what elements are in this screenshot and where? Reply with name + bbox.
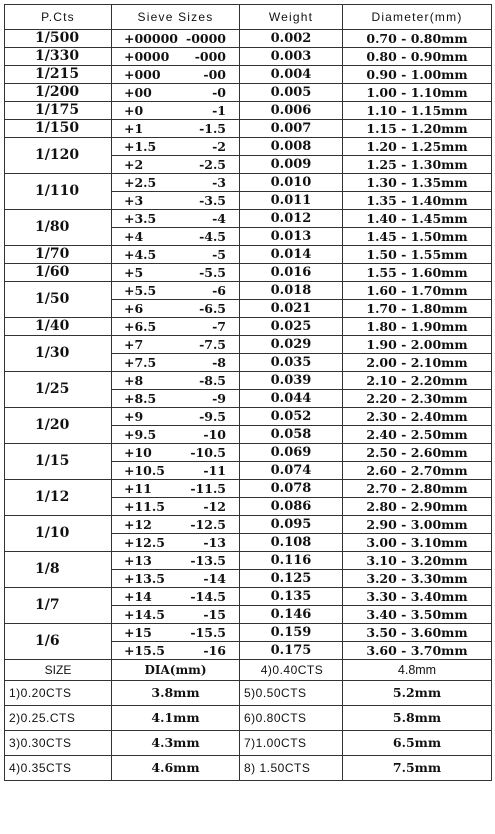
sieve-plus: +8	[124, 373, 144, 388]
diameter-cell: 3.40 - 3.50mm	[343, 606, 492, 624]
sieve-plus: +2.5	[124, 175, 157, 190]
sieve-plus: +3	[124, 193, 144, 208]
weight-cell: 0.021	[240, 300, 343, 318]
sieve-plus: +6.5	[124, 319, 157, 334]
table-row	[5, 264, 492, 282]
dia-left-cell: 3.8mm	[112, 681, 240, 706]
weight-cell: 0.007	[240, 120, 343, 138]
diameter-cell: 0.90 - 1.00mm	[343, 66, 492, 84]
weight-cell: 0.029	[240, 336, 343, 354]
sieve-cell	[112, 138, 240, 156]
weight-cell: 0.012	[240, 210, 343, 228]
pct-cell: 1/500	[5, 30, 112, 48]
dia-right-cell: 4.8mm	[343, 660, 492, 681]
size-right-cell: 7)1.00CTS	[240, 731, 343, 756]
sieve-minus: -13.5	[190, 553, 226, 568]
header-row	[5, 5, 492, 30]
sieve-plus: +3.5	[124, 211, 157, 226]
sieve-plus: +12.5	[124, 535, 165, 550]
sieve-cell	[112, 102, 240, 120]
pct-cell: 1/50	[5, 282, 112, 318]
size-right-cell: 8) 1.50CTS	[240, 756, 343, 781]
weight-cell: 0.044	[240, 390, 343, 408]
sieve-minus: -1.5	[199, 121, 226, 136]
table-row	[5, 246, 492, 264]
weight-cell: 0.074	[240, 462, 343, 480]
weight-cell: 0.108	[240, 534, 343, 552]
sieve-cell	[112, 408, 240, 426]
size-left-cell: 3)0.30CTS	[5, 731, 112, 756]
pct-cell: 1/6	[5, 624, 112, 660]
table-row	[5, 210, 492, 228]
weight-cell: 0.159	[240, 624, 343, 642]
diameter-cell: 2.60 - 2.70mm	[343, 462, 492, 480]
sieve-minus: -0	[212, 85, 226, 100]
size-header: SIZE	[5, 660, 112, 681]
pct-cell: 1/7	[5, 588, 112, 624]
sieve-minus: -14	[203, 571, 226, 586]
sieve-minus: -11.5	[190, 481, 226, 496]
diameter-cell: 1.70 - 1.80mm	[343, 300, 492, 318]
sieve-minus: -9	[212, 391, 226, 406]
sieve-cell	[112, 390, 240, 408]
sieve-minus: -15.5	[190, 625, 226, 640]
sieve-plus: +10	[124, 445, 152, 460]
weight-cell: 0.125	[240, 570, 343, 588]
sieve-minus: -5	[212, 247, 226, 262]
sieve-plus: +7.5	[124, 355, 157, 370]
diameter-cell: 2.40 - 2.50mm	[343, 426, 492, 444]
sieve-cell	[112, 444, 240, 462]
sieve-cell	[112, 30, 240, 48]
weight-cell: 0.078	[240, 480, 343, 498]
sieve-plus: +4.5	[124, 247, 157, 262]
table-row	[5, 336, 492, 354]
pct-cell: 1/120	[5, 138, 112, 174]
sieve-minus: -4.5	[199, 229, 226, 244]
table-row	[5, 624, 492, 642]
sieve-minus: -10	[203, 427, 226, 442]
diameter-cell: 3.50 - 3.60mm	[343, 624, 492, 642]
table-row	[5, 444, 492, 462]
weight-cell: 0.175	[240, 642, 343, 660]
dia-left-cell: 4.1mm	[112, 706, 240, 731]
sieve-cell	[112, 498, 240, 516]
diameter-cell: 1.30 - 1.35mm	[343, 174, 492, 192]
sieve-minus: -1	[212, 103, 226, 118]
diameter-cell: 2.50 - 2.60mm	[343, 444, 492, 462]
sieve-minus: -2.5	[199, 157, 226, 172]
pct-cell: 1/110	[5, 174, 112, 210]
sieve-cell	[112, 354, 240, 372]
weight-cell: 0.006	[240, 102, 343, 120]
table-row	[5, 120, 492, 138]
sieve-minus: -16	[203, 643, 226, 658]
table-body	[5, 5, 492, 781]
diameter-cell: 1.25 - 1.30mm	[343, 156, 492, 174]
weight-cell: 0.004	[240, 66, 343, 84]
sieve-minus: -10.5	[190, 445, 226, 460]
sieve-plus: +2	[124, 157, 144, 172]
diameter-cell: 2.20 - 2.30mm	[343, 390, 492, 408]
weight-cell: 0.008	[240, 138, 343, 156]
sieve-plus: +9.5	[124, 427, 157, 442]
diameter-cell: 2.30 - 2.40mm	[343, 408, 492, 426]
sieve-minus: -9.5	[199, 409, 226, 424]
sieve-cell	[112, 48, 240, 66]
pct-cell: 1/15	[5, 444, 112, 480]
sieve-plus: +11	[124, 481, 152, 496]
sieve-minus: -6	[212, 283, 226, 298]
dia-right-cell: 6.5mm	[343, 731, 492, 756]
sieve-cell	[112, 156, 240, 174]
sieve-plus: +5.5	[124, 283, 157, 298]
diameter-cell: 1.80 - 1.90mm	[343, 318, 492, 336]
table-row	[5, 588, 492, 606]
weight-cell: 0.135	[240, 588, 343, 606]
pct-cell: 1/200	[5, 84, 112, 102]
dia-left-cell: 4.3mm	[112, 731, 240, 756]
sieve-minus: -11	[203, 463, 226, 478]
pct-cell: 1/8	[5, 552, 112, 588]
sieve-plus: +14.5	[124, 607, 165, 622]
sieve-cell	[112, 300, 240, 318]
sieve-plus: +15	[124, 625, 152, 640]
diameter-cell: 1.55 - 1.60mm	[343, 264, 492, 282]
weight-cell: 0.039	[240, 372, 343, 390]
table-row	[5, 48, 492, 66]
sieve-minus: -7.5	[199, 337, 226, 352]
weight-cell: 0.069	[240, 444, 343, 462]
weight-cell: 0.086	[240, 498, 343, 516]
size-header-row	[5, 660, 492, 681]
pct-cell: 1/25	[5, 372, 112, 408]
table-row	[5, 30, 492, 48]
sieve-cell	[112, 228, 240, 246]
diameter-cell: 2.80 - 2.90mm	[343, 498, 492, 516]
weight-cell: 0.002	[240, 30, 343, 48]
sieve-cell	[112, 624, 240, 642]
table-row	[5, 480, 492, 498]
sieve-cell	[112, 318, 240, 336]
pct-cell: 1/60	[5, 264, 112, 282]
sieve-plus: +5	[124, 265, 144, 280]
pct-cell: 1/330	[5, 48, 112, 66]
weight-cell: 0.035	[240, 354, 343, 372]
size-row	[5, 681, 492, 706]
pct-cell: 1/30	[5, 336, 112, 372]
table-row	[5, 138, 492, 156]
size-right-cell: 4)0.40CTS	[240, 660, 343, 681]
diameter-cell: 3.60 - 3.70mm	[343, 642, 492, 660]
weight-cell: 0.058	[240, 426, 343, 444]
pct-cell: 1/70	[5, 246, 112, 264]
sieve-cell	[112, 264, 240, 282]
table-row	[5, 372, 492, 390]
size-row	[5, 731, 492, 756]
sieve-cell	[112, 462, 240, 480]
sieve-plus: +0000	[124, 49, 170, 64]
sieve-plus: +000	[124, 67, 161, 82]
sieve-cell	[112, 480, 240, 498]
sieve-cell	[112, 516, 240, 534]
sieve-minus: -12	[203, 499, 226, 514]
dia-header: DIA(mm)	[112, 660, 240, 681]
weight-cell: 0.016	[240, 264, 343, 282]
sieve-cell	[112, 570, 240, 588]
sieve-plus: +00	[124, 85, 152, 100]
table-row	[5, 408, 492, 426]
sieve-plus: +7	[124, 337, 144, 352]
sieve-cell	[112, 192, 240, 210]
weight-cell: 0.009	[240, 156, 343, 174]
sieve-plus: +0	[124, 103, 144, 118]
pct-cell: 1/12	[5, 480, 112, 516]
sieve-size-table	[4, 4, 492, 781]
sieve-cell	[112, 84, 240, 102]
diameter-cell: 1.50 - 1.55mm	[343, 246, 492, 264]
pct-cell: 1/150	[5, 120, 112, 138]
sieve-plus: +9	[124, 409, 144, 424]
pct-cell: 1/175	[5, 102, 112, 120]
header-pcts: P.Cts	[5, 5, 112, 30]
sieve-cell	[112, 372, 240, 390]
diameter-cell: 2.90 - 3.00mm	[343, 516, 492, 534]
table-row	[5, 552, 492, 570]
diameter-cell: 1.00 - 1.10mm	[343, 84, 492, 102]
sieve-minus: -6.5	[199, 301, 226, 316]
sieve-cell	[112, 120, 240, 138]
diameter-cell: 1.40 - 1.45mm	[343, 210, 492, 228]
sieve-plus: +13	[124, 553, 152, 568]
dia-left-cell: 4.6mm	[112, 756, 240, 781]
dia-right-cell: 5.2mm	[343, 681, 492, 706]
diameter-cell: 1.90 - 2.00mm	[343, 336, 492, 354]
sieve-plus: +00000	[124, 31, 178, 46]
size-left-cell: 1)0.20CTS	[5, 681, 112, 706]
pct-cell: 1/20	[5, 408, 112, 444]
weight-cell: 0.014	[240, 246, 343, 264]
sieve-cell	[112, 642, 240, 660]
table-row	[5, 282, 492, 300]
header-weight: Weight	[240, 5, 343, 30]
diameter-cell: 1.45 - 1.50mm	[343, 228, 492, 246]
sieve-minus: -3.5	[199, 193, 226, 208]
weight-cell: 0.011	[240, 192, 343, 210]
sieve-plus: +14	[124, 589, 152, 604]
table-row	[5, 102, 492, 120]
diameter-cell: 3.20 - 3.30mm	[343, 570, 492, 588]
sieve-cell	[112, 534, 240, 552]
sieve-cell	[112, 282, 240, 300]
diameter-cell: 1.15 - 1.20mm	[343, 120, 492, 138]
weight-cell: 0.010	[240, 174, 343, 192]
sieve-cell	[112, 174, 240, 192]
sieve-minus: -8.5	[199, 373, 226, 388]
dia-right-cell: 5.8mm	[343, 706, 492, 731]
sieve-plus: +6	[124, 301, 144, 316]
sieve-plus: +10.5	[124, 463, 165, 478]
sieve-cell	[112, 66, 240, 84]
weight-cell: 0.025	[240, 318, 343, 336]
table-row	[5, 516, 492, 534]
weight-cell: 0.146	[240, 606, 343, 624]
sieve-minus: -14.5	[190, 589, 226, 604]
sieve-minus: -00	[203, 67, 226, 82]
sieve-cell	[112, 210, 240, 228]
diameter-cell: 3.30 - 3.40mm	[343, 588, 492, 606]
diameter-cell: 1.60 - 1.70mm	[343, 282, 492, 300]
table-row	[5, 174, 492, 192]
sieve-minus: -15	[203, 607, 226, 622]
sieve-minus: -000	[194, 49, 226, 64]
sieve-plus: +1.5	[124, 139, 157, 154]
sieve-cell	[112, 336, 240, 354]
size-row	[5, 706, 492, 731]
sieve-cell	[112, 246, 240, 264]
sieve-minus: -13	[203, 535, 226, 550]
sieve-minus: -12.5	[190, 517, 226, 532]
pct-cell: 1/40	[5, 318, 112, 336]
sieve-plus: +1	[124, 121, 144, 136]
weight-cell: 0.005	[240, 84, 343, 102]
weight-cell: 0.116	[240, 552, 343, 570]
sieve-cell	[112, 588, 240, 606]
sieve-plus: +4	[124, 229, 144, 244]
table-row	[5, 66, 492, 84]
sieve-plus: +13.5	[124, 571, 165, 586]
sieve-minus: -4	[212, 211, 226, 226]
diameter-cell: 1.20 - 1.25mm	[343, 138, 492, 156]
header-diameter: Diameter(mm)	[343, 5, 492, 30]
size-right-cell: 6)0.80CTS	[240, 706, 343, 731]
sieve-cell	[112, 426, 240, 444]
sieve-cell	[112, 552, 240, 570]
sieve-plus: +8.5	[124, 391, 157, 406]
sieve-plus: +15.5	[124, 643, 165, 658]
weight-cell: 0.052	[240, 408, 343, 426]
sieve-cell	[112, 606, 240, 624]
sieve-minus: -2	[212, 139, 226, 154]
diameter-cell: 2.10 - 2.20mm	[343, 372, 492, 390]
sieve-plus: +12	[124, 517, 152, 532]
diameter-cell: 2.70 - 2.80mm	[343, 480, 492, 498]
diameter-cell: 1.10 - 1.15mm	[343, 102, 492, 120]
size-right-cell: 5)0.50CTS	[240, 681, 343, 706]
size-row	[5, 756, 492, 781]
dia-right-cell: 7.5mm	[343, 756, 492, 781]
diameter-cell: 2.00 - 2.10mm	[343, 354, 492, 372]
diameter-cell: 0.80 - 0.90mm	[343, 48, 492, 66]
table-row	[5, 318, 492, 336]
weight-cell: 0.003	[240, 48, 343, 66]
pct-cell: 1/10	[5, 516, 112, 552]
weight-cell: 0.095	[240, 516, 343, 534]
sieve-minus: -0000	[186, 31, 226, 46]
diameter-cell: 0.70 - 0.80mm	[343, 30, 492, 48]
weight-cell: 0.018	[240, 282, 343, 300]
sieve-minus: -5.5	[199, 265, 226, 280]
size-left-cell: 4)0.35CTS	[5, 756, 112, 781]
pct-cell: 1/80	[5, 210, 112, 246]
weight-cell: 0.013	[240, 228, 343, 246]
size-left-cell: 2)0.25.CTS	[5, 706, 112, 731]
diameter-cell: 1.35 - 1.40mm	[343, 192, 492, 210]
sieve-minus: -7	[212, 319, 226, 334]
diameter-cell: 3.00 - 3.10mm	[343, 534, 492, 552]
sieve-plus: +11.5	[124, 499, 165, 514]
pct-cell: 1/215	[5, 66, 112, 84]
table-row	[5, 84, 492, 102]
sieve-minus: -8	[212, 355, 226, 370]
header-sieve-sizes: Sieve Sizes	[112, 5, 240, 30]
diameter-cell: 3.10 - 3.20mm	[343, 552, 492, 570]
sieve-minus: -3	[212, 175, 226, 190]
